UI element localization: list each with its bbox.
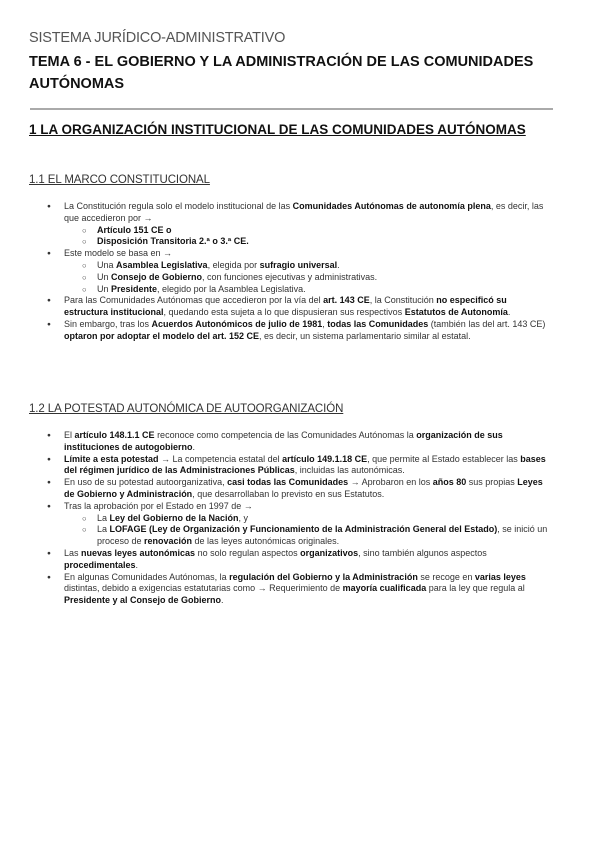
sub-list-item: ○ Una Asamblea Legislativa, elegida por sufragio universal. — [82, 260, 550, 272]
divider — [30, 108, 553, 110]
list-item: ● Para las Comunidades Autónomas que accedieron por la vía del art. 143 CE, la Constitución no especificó su estructura institucional, quedando esta sujeta a lo que dispusieran sus respectivos Estatutos de Autonomía. — [45, 295, 550, 319]
sub-list-item: ○ La Ley del Gobierno de la Nación, y — [82, 513, 550, 525]
subject-label: SISTEMA JURÍDICO-ADMINISTRATIVO — [29, 30, 286, 46]
subsection-heading-1-1: 1.1 EL MARCO CONSTITUCIONAL — [29, 174, 210, 186]
list-1-1 — [45, 201, 550, 343]
list-item: ● En algunas Comunidades Autónomas, la regulación del Gobierno y la Administración se recoge en varias leyes distintas, debido a exigencias estatutarias como → Requerimiento de mayoría cualificada para la ley que regula al Presidente y al Consejo de Gobierno. — [45, 572, 550, 607]
list-1-2 — [45, 430, 550, 607]
sub-list-item: ○ Disposición Transitoria 2.ª o 3.ª CE. — [82, 236, 550, 248]
list-item: ● Sin embargo, tras los Acuerdos Autonómicos de julio de 1981, todas las Comunidades (también las del art. 143 CE) optaron por adoptar el modelo del art. 152 CE, es decir, un sistema parlamentario similar al estatal. — [45, 319, 550, 343]
page-title: TEMA 6 - EL GOBIERNO Y LA ADMINISTRACIÓN DE LAS COMUNIDADES AUTÓNOMAS — [29, 54, 534, 92]
list-item: ● Las nuevas leyes autonómicas no solo regulan aspectos organizativos, sino también algunos aspectos procedimentales. — [45, 548, 550, 572]
list-item: ● Este modelo se basa en → ○ Una Asamblea Legislativa, elegida por sufragio universal. ○ Un Consejo de Gobierno, con funciones ejecutivas y administrativas. ○ Un Presidente, elegido por la Asamblea Legislativa. — [45, 248, 550, 295]
list-item: ● La Constitución regula solo el modelo institucional de las Comunidades Autónomas de autonomía plena, es decir, las que accedieron por → ○ Artículo 151 CE o ○ Disposición Transitoria 2.ª o 3.ª CE. — [45, 201, 550, 248]
list-item: ● En uso de su potestad autoorganizativa, casi todas las Comunidades → Aprobaron en los años 80 sus propias Leyes de Gobierno y Administración, que desarrollaban lo previsto en sus Estatutos. — [45, 477, 550, 501]
sub-list-item: ○ Artículo 151 CE o — [82, 225, 550, 237]
sub-list-item: ○ Un Presidente, elegido por la Asamblea Legislativa. — [82, 284, 550, 296]
list-item: ● Límite a esta potestad → La competencia estatal del artículo 149.1.18 CE, que permite al Estado establecer las bases del régimen jurídico de las Administraciones Públicas, incluidas las autonómicas. — [45, 454, 550, 478]
section-heading-1: 1 LA ORGANIZACIÓN INSTITUCIONAL DE LAS COMUNIDADES AUTÓNOMAS — [29, 122, 526, 137]
list-item: ● Tras la aprobación por el Estado en 1997 de → ○ La Ley del Gobierno de la Nación, y ○ La LOFAGE (Ley de Organización y Funcionamiento de la Administración General del Estado), se inició un proceso de renovación de las leyes autonómicas originales. — [45, 501, 550, 548]
sub-list-item: ○ La LOFAGE (Ley de Organización y Funcionamiento de la Administración General del Estado), se inició un proceso de renovación de las leyes autonómicas originales. — [82, 524, 550, 548]
subsection-heading-1-2: 1.2 LA POTESTAD AUTONÓMICA DE AUTOORGANIZACIÓN — [29, 403, 344, 415]
sub-list-item: ○ Un Consejo de Gobierno, con funciones ejecutivas y administrativas. — [82, 272, 550, 284]
list-item: ● El artículo 148.1.1 CE reconoce como competencia de las Comunidades Autónomas la organización de sus instituciones de autogobierno. — [45, 430, 550, 454]
